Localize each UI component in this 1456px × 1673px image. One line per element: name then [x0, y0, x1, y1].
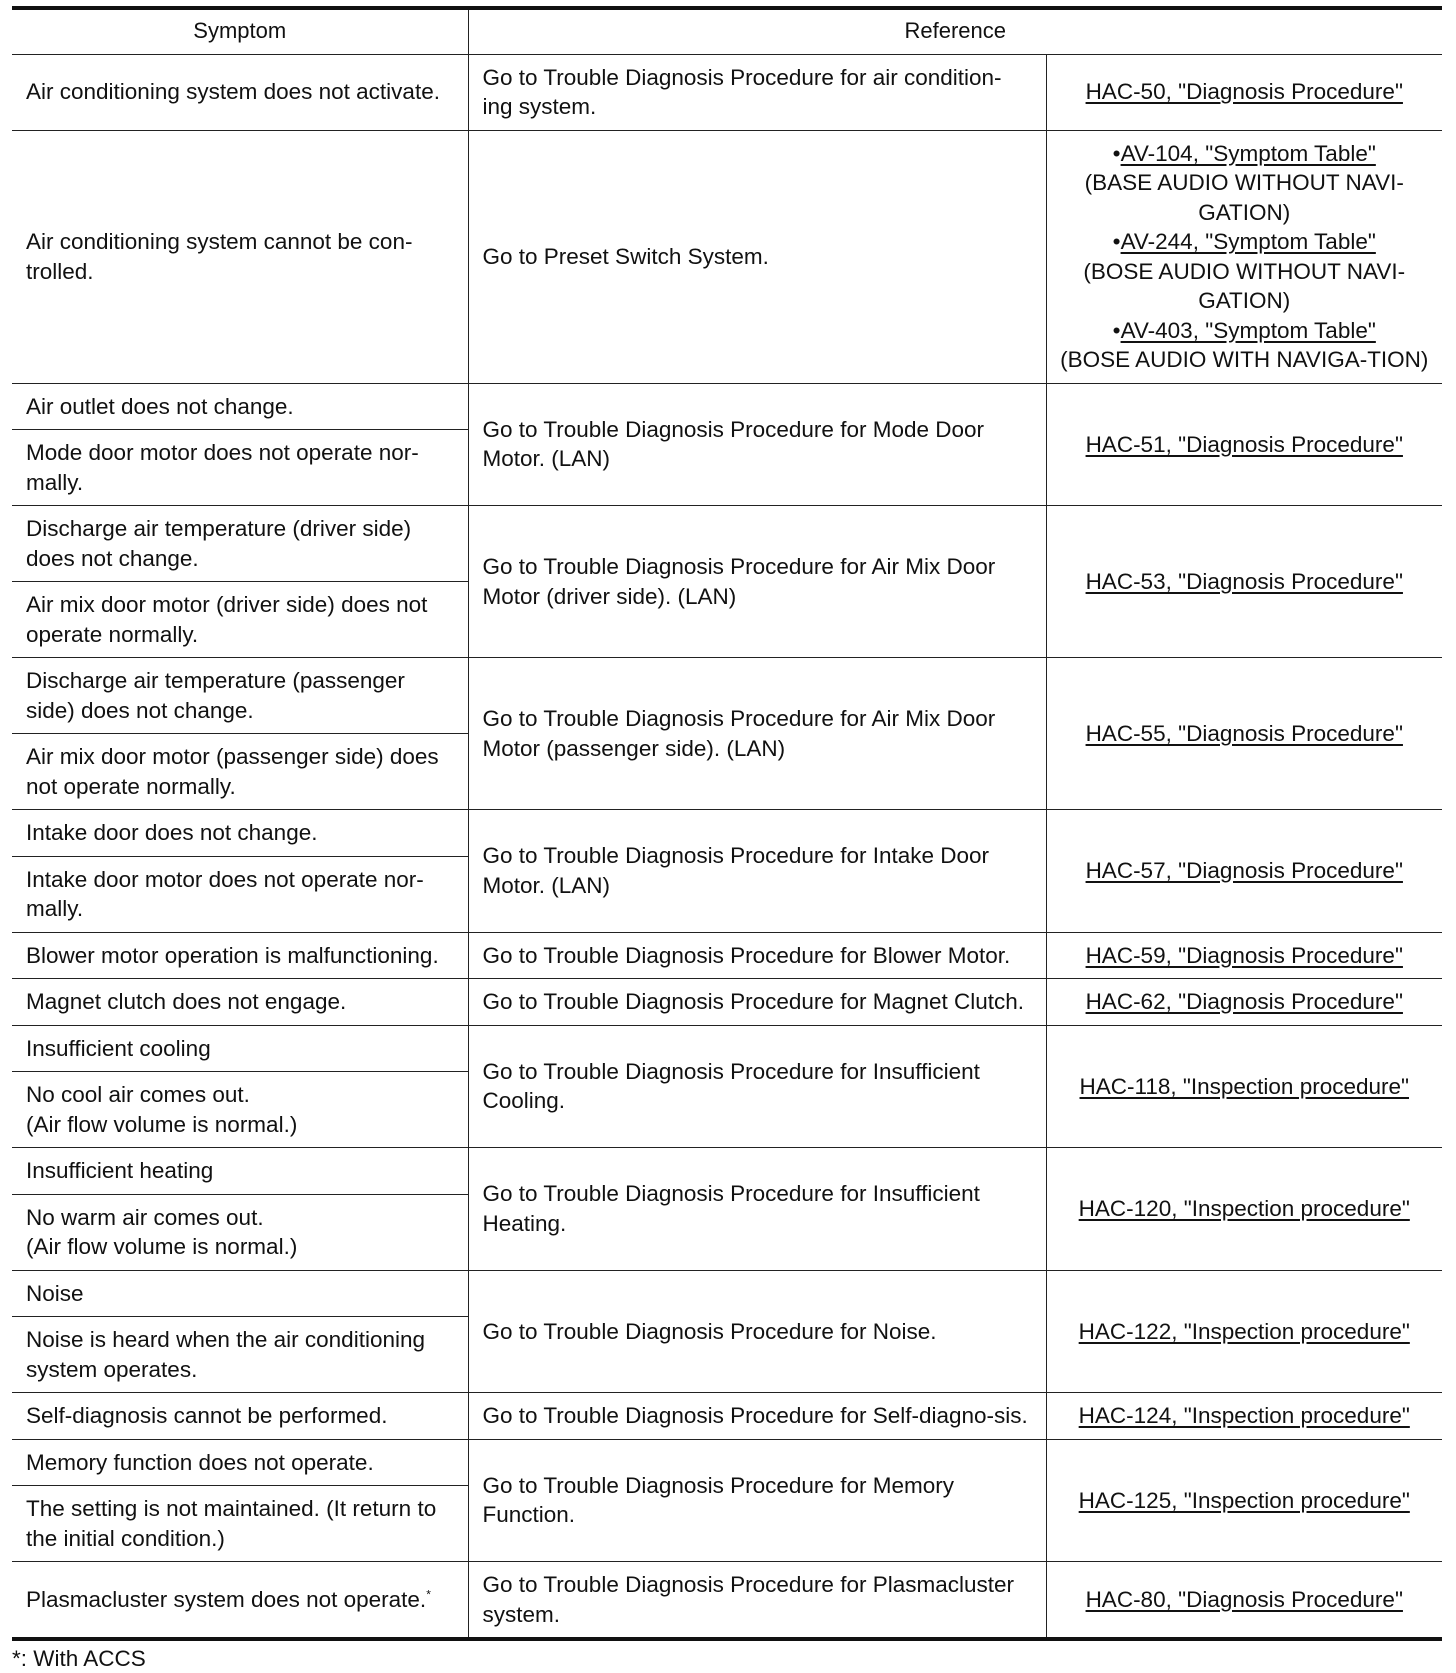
reference-link[interactable]: AV-244, "Symptom Table" [1120, 229, 1376, 254]
table-row [12, 1270, 1442, 1317]
symptom-table-page [12, 0, 1442, 1671]
symptom-table [12, 6, 1442, 1641]
table-row [12, 383, 1442, 430]
symptom-cell: Discharge air temperature (passenger side) does not change. [12, 658, 468, 734]
procedure-cell: Go to Trouble Diagnosis Procedure for Memory Function. [468, 1439, 1046, 1562]
reference-cell [1046, 1393, 1442, 1440]
reference-link[interactable]: AV-403, "Symptom Table" [1120, 317, 1376, 343]
procedure-cell: Go to Trouble Diagnosis Procedure for air condition-ing system. [468, 54, 1046, 130]
reference-link[interactable]: HAC-50, "Diagnosis Procedure" [1085, 79, 1403, 105]
table-row [12, 1148, 1442, 1195]
table-row [12, 1562, 1442, 1640]
reference-link[interactable]: HAC-62, "Diagnosis Procedure" [1085, 989, 1403, 1014]
symptom-cell: No warm air comes out. (Air flow volume is normal.) [12, 1194, 468, 1270]
symptom-cell: Noise [12, 1270, 468, 1317]
symptom-cell: Noise is heard when the air conditioning system operates. [12, 1317, 468, 1393]
reference-link[interactable]: HAC-120, "Inspection procedure" [1078, 1196, 1410, 1221]
reference-link[interactable]: HAC-118, "Inspection procedure" [1079, 1073, 1409, 1099]
reference-cell [1046, 1562, 1442, 1640]
reference-cell [1046, 54, 1442, 130]
reference-item: •AV-244, "Symptom Table" [1112, 229, 1376, 254]
reference-cell [1046, 1270, 1442, 1393]
symptom-cell: Plasmacluster system does not operate.* [12, 1562, 468, 1640]
symptom-cell: Intake door motor does not operate nor-mally. [12, 856, 468, 932]
procedure-cell: Go to Preset Switch System. [468, 130, 1046, 383]
reference-link[interactable]: HAC-55, "Diagnosis Procedure" [1085, 720, 1403, 746]
reference-cell [1046, 1025, 1442, 1148]
procedure-cell: Go to Trouble Diagnosis Procedure for Self-diagno-sis. [468, 1393, 1046, 1440]
symptom-cell: The setting is not maintained. (It return to the initial condition.) [12, 1486, 468, 1562]
reference-cell [1046, 1439, 1442, 1562]
procedure-cell: Go to Trouble Diagnosis Procedure for Mode Door Motor. (LAN) [468, 383, 1046, 506]
symptom-cell: Air conditioning system cannot be con-trolled. [12, 130, 468, 383]
symptom-cell: Self-diagnosis cannot be performed. [12, 1393, 468, 1440]
procedure-cell: Go to Trouble Diagnosis Procedure for Intake Door Motor. (LAN) [468, 810, 1046, 933]
header-reference: Reference [468, 8, 1442, 54]
procedure-cell: Go to Trouble Diagnosis Procedure for Insufficient Heating. [468, 1148, 1046, 1271]
reference-cell [1046, 383, 1442, 506]
reference-cell [1046, 658, 1442, 810]
reference-cell [1046, 506, 1442, 658]
table-header-row [12, 8, 1442, 54]
procedure-cell: Go to Trouble Diagnosis Procedure for Air Mix Door Motor (passenger side). (LAN) [468, 658, 1046, 810]
reference-link[interactable]: AV-104, "Symptom Table" [1120, 140, 1376, 166]
symptom-cell: Air conditioning system does not activate. [12, 54, 468, 130]
reference-cell [1046, 810, 1442, 933]
table-row [12, 810, 1442, 857]
symptom-cell: Memory function does not operate. [12, 1439, 468, 1486]
symptom-cell: No cool air comes out. (Air flow volume is normal.) [12, 1072, 468, 1148]
reference-link[interactable]: HAC-124, "Inspection procedure" [1078, 1403, 1410, 1428]
symptom-cell: Insufficient cooling [12, 1025, 468, 1072]
procedure-cell: Go to Trouble Diagnosis Procedure for Noise. [468, 1270, 1046, 1393]
symptom-cell: Air outlet does not change. [12, 383, 468, 430]
table-row [12, 130, 1442, 383]
table-row [12, 506, 1442, 582]
table-row [12, 1025, 1442, 1072]
symptom-cell: Blower motor operation is malfunctioning. [12, 932, 468, 979]
reference-link[interactable]: HAC-57, "Diagnosis Procedure" [1085, 858, 1403, 883]
footnote-marker: * [426, 1587, 431, 1602]
table-row [12, 1439, 1442, 1486]
reference-link[interactable]: HAC-53, "Diagnosis Procedure" [1085, 568, 1403, 594]
table-row [12, 1393, 1442, 1440]
reference-link[interactable]: HAC-59, "Diagnosis Procedure" [1085, 942, 1403, 968]
reference-cell [1046, 130, 1442, 383]
procedure-cell: Go to Trouble Diagnosis Procedure for Air Mix Door Motor (driver side). (LAN) [468, 506, 1046, 658]
reference-cell [1046, 932, 1442, 979]
symptom-cell: Insufficient heating [12, 1148, 468, 1195]
table-row [12, 658, 1442, 734]
reference-cell [1046, 1148, 1442, 1271]
symptom-cell: Air mix door motor (driver side) does not operate normally. [12, 582, 468, 658]
symptom-cell: Magnet clutch does not engage. [12, 979, 468, 1026]
procedure-cell: Go to Trouble Diagnosis Procedure for Insufficient Cooling. [468, 1025, 1046, 1148]
reference-link[interactable]: HAC-51, "Diagnosis Procedure" [1085, 431, 1403, 457]
reference-note: (BOSE AUDIO WITHOUT NAVI-GATION) [1083, 258, 1406, 313]
reference-item: •AV-403, "Symptom Table" [1112, 317, 1376, 343]
footnote: *: With ACCS [12, 1646, 146, 1671]
reference-note: (BASE AUDIO WITHOUT NAVI-GATION) [1084, 170, 1404, 225]
symptom-cell: Air mix door motor (passenger side) does not operate normally. [12, 734, 468, 810]
procedure-cell: Go to Trouble Diagnosis Procedure for Magnet Clutch. [468, 979, 1046, 1026]
table-row [12, 932, 1442, 979]
table-row [12, 979, 1442, 1026]
reference-note: (BOSE AUDIO WITH NAVIGA-TION) [1060, 347, 1429, 372]
reference-link[interactable]: HAC-122, "Inspection procedure" [1078, 1318, 1410, 1344]
symptom-cell: Intake door does not change. [12, 810, 468, 857]
reference-link[interactable]: HAC-80, "Diagnosis Procedure" [1085, 1586, 1403, 1612]
procedure-cell: Go to Trouble Diagnosis Procedure for Plasmacluster system. [468, 1562, 1046, 1640]
table-row [12, 54, 1442, 130]
symptom-cell: Discharge air temperature (driver side) does not change. [12, 506, 468, 582]
reference-cell [1046, 979, 1442, 1026]
header-symptom: Symptom [12, 8, 468, 54]
reference-item: •AV-104, "Symptom Table" [1112, 140, 1376, 166]
procedure-cell: Go to Trouble Diagnosis Procedure for Blower Motor. [468, 932, 1046, 979]
reference-link[interactable]: HAC-125, "Inspection procedure" [1078, 1487, 1410, 1513]
symptom-cell: Mode door motor does not operate nor-mally. [12, 430, 468, 506]
